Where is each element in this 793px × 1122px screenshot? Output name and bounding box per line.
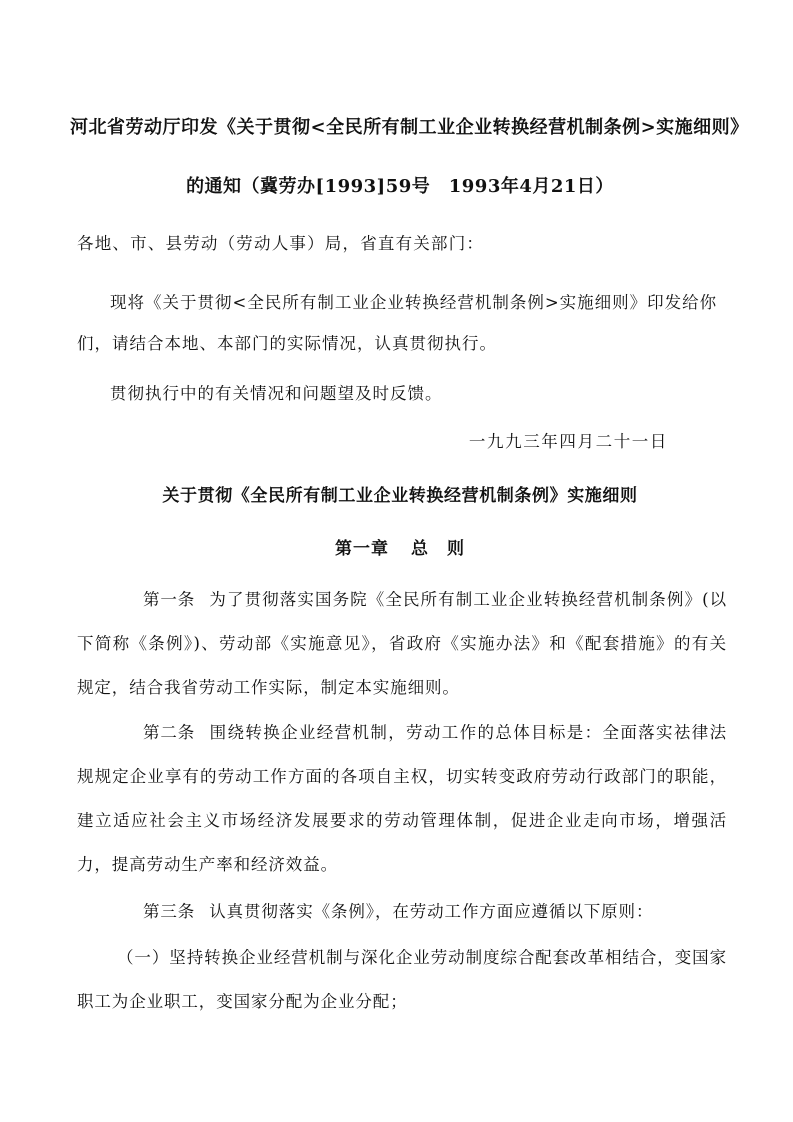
rules-title: 关于贯彻《全民所有制工业企业转换经营机制条例》实施细则 <box>162 486 638 506</box>
article-1 <box>77 578 727 710</box>
issue-date: 一九九三年四月二十一日 <box>468 432 668 451</box>
article-text: 围绕转换企业经营机制，劳动工作的总体目标是：全面落实祛律法规规定企业享有的劳动工作方面的各项自主权，切实转变政府劳动行政部门的职能，建立适应社会主义市场经济发展要求的劳动管理体制，促进企业走向市场，增强活力，提高劳动生产率和经济效益。 <box>77 723 727 874</box>
intro-paragraph: 现将《关于贯彻<全民所有制工业企业转换经营机制条例>实施细则》印发给你们，请结合本地、本部门的实际情况，认真贯彻执行。 <box>77 293 718 353</box>
chapter-name: 总 则 <box>411 539 465 559</box>
article-label: 第二条 <box>143 723 196 742</box>
feedback-paragraph: 贯彻执行中的有关情况和问题望及时反馈。 <box>110 384 443 403</box>
chapter-heading <box>70 538 730 560</box>
article-text: 为了贯彻落实国务院《全民所有制工业企业转换经营机制条例》(以下简称《条例》)、劳动部《实施意见》，省政府《实施办法》和《配套措施》的有关规定，结合我省劳动工作实际，制定本实施细则。 <box>77 590 727 697</box>
notice-title-line-1: 河北省劳动厅印发《关于贯彻<全民所有制工业企业转换经营机制条例>实施细则》 <box>70 117 749 138</box>
article-label: 第三条 <box>143 902 196 921</box>
chapter-number: 第一章 <box>335 539 389 559</box>
article-2 <box>77 711 727 887</box>
article-text: 认真贯彻落实《条例》，在劳动工作方面应遵循以下原则： <box>209 902 654 921</box>
article-label: 第一条 <box>143 590 196 609</box>
addressee: 各地、市、县劳动（劳动人事）局，省直有关部门： <box>77 234 485 253</box>
notice-title-line-2: 的通知（冀劳办[1993]59号 1993年4月21日） <box>186 176 614 197</box>
article-3 <box>77 890 727 934</box>
principle-item: （一）坚持转换企业经营机制与深化企业劳动制度综合配套改革相结合，变国家职工为企业职工，变国家分配为企业分配； <box>77 948 727 1011</box>
